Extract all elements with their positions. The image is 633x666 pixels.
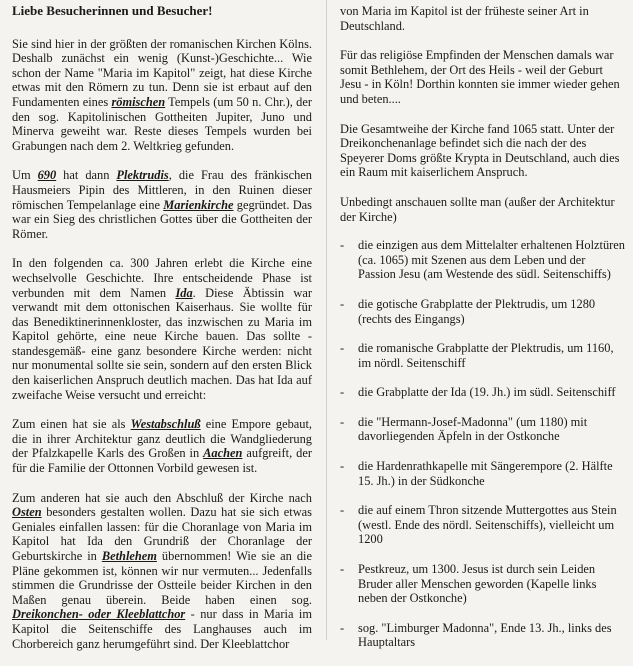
paragraph-bethlehem: Für das religiöse Empfinden der Menschen damals war somit Bethlehem, der Ort des Heils - weil der Geburt Jesu - in Köln! Dorthin konnten sie immer wieder gehen und beten.... [340,48,620,106]
greeting-heading: Liebe Besucherinnen und Besucher! [12,3,213,18]
text-run: aufgreift, der für die Familie der Ottonnen Vorbild gewesen ist. [12,446,312,476]
must-see-item [340,297,625,326]
must-see-list [340,238,625,650]
text-run: besonders gestalten wollen. Dazu hat sie sich etwas Geniales einfallen lassen: für die Choranlage von Maria im Kapitol hat Ida den Grundriß der Choranlage der Geburtskirche in [12,505,312,563]
must-see-item-text: die "Hermann-Josef-Madonna" (um 1180) mit davorliegenden Äpfeln in der Ostkonche [358,414,588,444]
emphasized-term: Plektrudis [116,168,169,183]
paragraph-west-end [12,417,312,475]
emphasized-term: Marienkirche [163,197,234,212]
must-see-item-text: die auf einem Thron sitzende Muttergottes aus Stein (westl. Ende des nördl. Seitenschiffs), vielleicht um 1200 [358,503,617,547]
must-see-item-text: sog. "Limburger Madonna", Ende 13. Jh., links des Hauptaltars [358,620,612,650]
must-see-item-text: die Grabplatte der Ida (19. Jh.) im südl. Seitenschiff [358,385,616,400]
text-run: Um [12,168,38,183]
paragraph-trefoil-choir: von Maria im Kapitol ist der früheste seiner Art in Deutschland. [340,4,589,33]
must-see-item [340,503,625,547]
left-column [12,4,312,666]
text-run: gegründet. Das war ein Sieg des christlichen Gottes über die Gottheiten der Römer. [12,197,312,241]
must-see-item-text: die gotische Grabplatte der Plektrudis, um 1280 (rechts des Eingangs) [358,296,596,326]
text-run: - nur dass in Maria im Kapitol die Seitenschiffe des Langhauses auch im Chorbereich ganz herumgeführt sind. Der Kleeblattchor [12,607,312,651]
paragraph-east-end [12,491,312,652]
must-see-item [340,385,625,400]
text-run: In den folgenden ca. 300 Jahren erlebt die Kirche eine wechselvolle Geschichte. Ihre entscheidende Phase ist verbunden mit dem Namen [12,256,312,300]
must-see-item-text: die Hardenrathkapelle mit Sängerempore (2. Hälfte 15. Jh.) in der Südkonche [358,459,613,488]
bullet-dash: - [340,620,345,635]
emphasized-term: Ida [175,285,193,300]
text-run: Sie sind hier in der größten der romanischen Kirchen Kölns. Deshalb zunächst ein wenig (Kunst-)Geschichte... Wie schon der Name "Maria im Kapitol" zeigt, hat diese Kirche etwas mit den Römern zu tun. Denn sie ist erbaut auf den Fundamenten eines [12,36,312,109]
must-see-item-text: die einzigen aus dem Mittelalter erhaltenen Holztüren (ca. 1065) mit Szenen aus dem Leben und der Passion Jesu (am Westende des südl. Seitenschiffs) [358,238,625,282]
text-run: Zum anderen hat sie auch den Abschluß der Kirche nach [12,490,312,505]
must-see-item-text: Pestkreuz, um 1300. Jesus ist durch sein Leiden Bruder aller Menschen geworden (Kapelle links neben der Ostkonche) [358,562,597,606]
emphasized-term: Westabschluß [130,417,201,432]
paragraph-must-see-intro: Unbedingt anschauen sollte man (außer der Architektur der Kirche) [340,194,615,224]
emphasized-term: Osten [12,505,42,520]
bullet-dash: - [340,385,345,400]
must-see-item [340,459,625,488]
emphasized-term: Bethlehem [101,549,157,563]
must-see-item [340,415,625,444]
text-run: Tempels (um 50 n. Chr.), der den sog. Kapitolinischen Gottheiten Jupiter, Juno und Minerva geweiht war. Reste dieses Tempels wurden bei Grabungen nach dem 2. Weltkrieg gefunden. [12,94,312,153]
must-see-item [340,621,625,650]
paragraph-plektrudis [12,168,312,241]
emphasized-term: 690 [37,168,57,183]
must-see-item [340,562,625,606]
bullet-dash: - [340,341,345,356]
emphasized-term: Aachen [203,446,243,461]
bullet-dash: - [340,503,345,518]
text-run: Zum einen hat sie als [12,417,131,432]
bullet-dash: - [340,296,345,311]
text-run: , die Frau des fränkischen Hausmeiers Pipin des Mittleren, in den Ruinen dieser römischen Tempelanlage eine [12,168,312,212]
paragraph-consecration: Die Gesamtweihe der Kirche fand 1065 statt. Unter der Dreikonchenanlage befindet sich die nach der des Speyerer Doms größte Krypta in Deutschland, auch dies ein Raum mit kaiserlichem Anspruch. [340,121,620,180]
must-see-item-text: die romanische Grabplatte der Plektrudis, um 1160, im nördl. Seitenschiff [358,341,614,370]
bullet-dash: - [340,414,345,429]
must-see-item [340,238,625,282]
text-run: . Diese Äbtissin war verwandt mit dem ottonischen Kaiserhaus. Sie wollte für das Benediktinerinnenkloster, das inzwischen zu Maria im Kapitol gehörte, eine neue Kirche bauen. Das sollte - standesgemäß- eine ganz besondere Kirche werden: nicht nur monumental sollte sie sein, sondern auf den ersten Blick den kaiserlichen Anspruch deutlich machen. Das hat Ida auf zweifache Weise versucht und erreicht: [12,285,312,402]
right-column [340,4,625,665]
bullet-dash: - [340,238,345,253]
text-run: übernommen! Wie sie an die Pläne gekommen ist, können wir nur vermuten... Jedenfalls stimmen die Grundrisse der Ostteile beider Kirchen in den Maßen genau überein. Beide haben einen sog. [12,549,312,607]
paragraph-roman-origins [12,37,312,154]
text-run: eine Empore gebaut, die in ihrer Architektur ganz deutlich die Wandgliederung der Pfalzkapelle Karls des Großen in [12,417,312,461]
text-run: hat dann [56,168,117,183]
column-divider [326,0,327,640]
emphasized-term: römischen [111,94,166,109]
bullet-dash: - [340,562,345,577]
bullet-dash: - [340,459,345,474]
must-see-item [340,341,625,370]
paragraph-ida [12,256,312,402]
emphasized-term: Dreikonchen- oder Kleeblattchor [12,607,186,622]
